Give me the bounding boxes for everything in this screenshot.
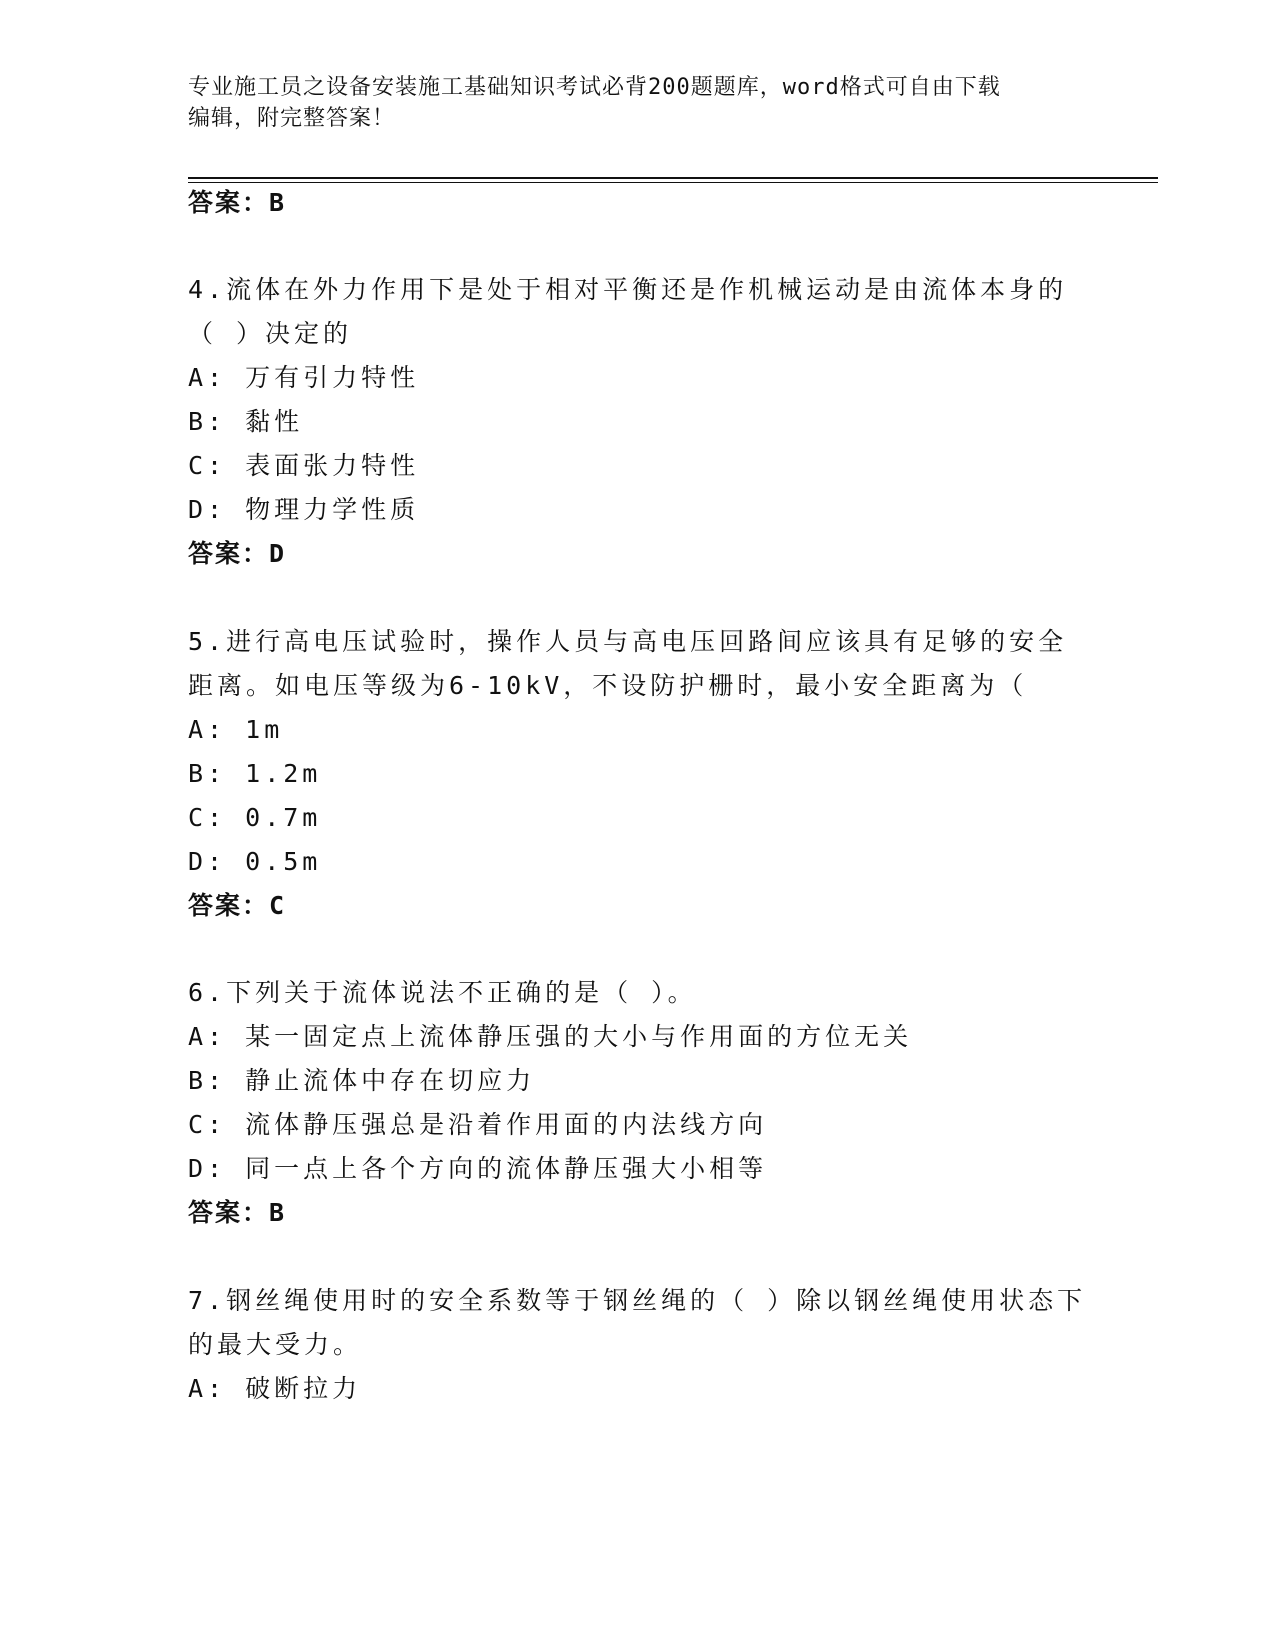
question-5-option-a: A: 1m [188, 715, 284, 744]
question-4-option-c: C: 表面张力特性 [188, 451, 420, 480]
question-4-stem-line-2: （ ）决定的 [188, 319, 353, 348]
question-4-option-a: A: 万有引力特性 [188, 363, 420, 392]
question-7-option-a: A: 破断拉力 [188, 1374, 362, 1403]
question-6-option-b: B: 静止流体中存在切应力 [188, 1066, 536, 1095]
question-6-option-c: C: 流体静压强总是沿着作用面的内法线方向 [188, 1110, 768, 1139]
question-5-option-c: C: 0.7m [188, 803, 322, 832]
header-line-1: 专业施工员之设备安装施工基础知识考试必背200题题库，word格式可自由下载 [188, 75, 1001, 100]
question-6-answer: 答案：B [188, 1198, 287, 1227]
question-6-option-a: A: 某一固定点上流体静压强的大小与作用面的方位无关 [188, 1022, 913, 1051]
header-divider-thick [188, 177, 1158, 179]
header-line-2: 编辑，附完整答案！ [188, 106, 396, 131]
question-7-stem-line-2: 的最大受力。 [188, 1330, 363, 1359]
previous-answer: 答案：B [188, 188, 287, 217]
question-6-option-d: D: 同一点上各个方向的流体静压强大小相等 [188, 1154, 768, 1183]
question-5-option-b: B: 1.2m [188, 759, 322, 788]
header-divider-thin [188, 182, 1158, 183]
question-5-answer: 答案：C [188, 891, 287, 920]
document-header [188, 72, 1088, 134]
question-5-option-d: D: 0.5m [188, 847, 322, 876]
question-4-option-b: B: 黏性 [188, 407, 304, 436]
question-6-stem-line-1: 6.下列关于流体说法不正确的是（ ）。 [188, 978, 697, 1007]
question-5-stem-line-2: 距离。如电压等级为6-10kV，不设防护栅时，最小安全距离为（ [188, 671, 1028, 700]
question-4-option-d: D: 物理力学性质 [188, 495, 420, 524]
question-4-stem-line-1: 4.流体在外力作用下是处于相对平衡还是作机械运动是由流体本身的 [188, 275, 1068, 304]
question-7-stem-line-1: 7.钢丝绳使用时的安全系数等于钢丝绳的（ ）除以钢丝绳使用状态下 [188, 1286, 1087, 1315]
question-4-answer: 答案：D [188, 539, 287, 568]
question-5-stem-line-1: 5.进行高电压试验时，操作人员与高电压回路间应该具有足够的安全 [188, 627, 1068, 656]
